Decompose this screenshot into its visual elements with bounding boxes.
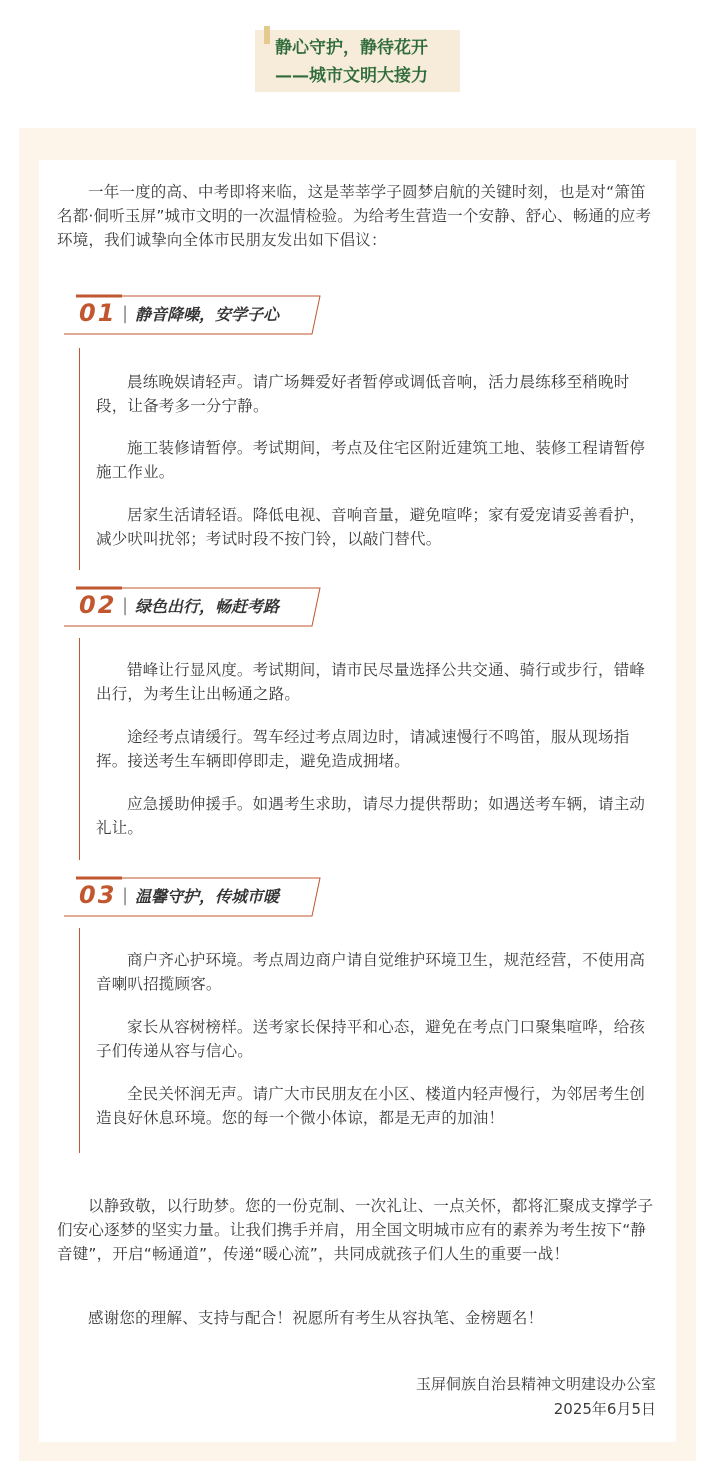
section-01-paragraph-2: 施工装修请暂停。考试期间，考点及住宅区附近建筑工地、装修工程请暂停施工作业。 — [96, 439, 646, 481]
section-02-paragraph-1: 错峰让行显风度。考试期间，请市民尽量选择公共交通、骑行或步行，错峰出行，为考生让出畅通之路。 — [96, 661, 646, 703]
section-02-paragraph-3: 应急援助伸援手。如遇考生求助，请尽力提供帮助；如遇送考车辆，请主动礼让。 — [96, 795, 646, 837]
section-separator: | — [122, 303, 129, 324]
section-number: 01 — [79, 299, 117, 327]
section-rule-02 — [79, 638, 80, 860]
section-03-paragraph-1: 商户齐心护环境。考点周边商户请自觉维护环境卫生，规范经营，不使用高音喇叭招揽顾客。 — [96, 951, 646, 993]
intro-paragraph: 一年一度的高、中考即将来临，这是莘莘学子圆梦启航的关键时刻，也是对“箫笛名都·侗听玉屏”城市文明的一次温情检验。为给考生营造一个安静、舒心、畅通的应考环境，我们诚挚向全体市民朋友发出如下倡议： — [57, 183, 652, 249]
section-rule-03 — [79, 928, 80, 1153]
section-badge-03 — [62, 876, 322, 916]
section-03-paragraph-2: 家长从容树榜样。送考家长保持平和心态，避免在考点门口聚集喧哗，给孩子们传递从容与信心。 — [96, 1018, 646, 1060]
signature-organization: 玉屏侗族自治县精神文明建设办公室 — [415, 1375, 656, 1393]
section-03-paragraph-3: 全民关怀润无声。请广大市民朋友在小区、楼道内轻声慢行，为邻居考生创造良好休息环境。您的每一个微小体谅，都是无声的加油！ — [96, 1085, 646, 1127]
section-title: 绿色出行，畅赶考路 — [135, 597, 280, 616]
section-title: 静音降噪，安学子心 — [135, 305, 280, 324]
section-number: 03 — [79, 881, 117, 909]
section-01-paragraph-1: 晨练晚娱请轻声。请广场舞爱好者暂停或调低音响，活力晨练移至稍晚时段，让备考多一分宁静。 — [96, 373, 630, 415]
section-badge-02 — [62, 586, 322, 626]
section-title: 温馨守护，传城市暖 — [135, 887, 280, 906]
section-01-paragraph-3: 居家生活请轻语。降低电视、音响音量，避免喧哗；家有爱宠请妥善看护，减少吠叫扰邻；考试时段不按门铃，以敲门替代。 — [96, 506, 646, 548]
section-badge-01 — [62, 294, 322, 334]
section-02-paragraph-2: 途经考点请缓行。驾车经过考点周边时，请减速慢行不鸣笛，服从现场指挥。接送考生车辆即停即走，避免造成拥堵。 — [96, 728, 630, 770]
section-separator: | — [122, 595, 129, 616]
section-number: 02 — [79, 591, 117, 619]
title-line-2: ——城市文明大接力 — [275, 66, 428, 86]
title-bookmark-decoration — [264, 26, 270, 44]
section-separator: | — [122, 885, 129, 906]
signature-date: 2025年6月5日 — [553, 1400, 656, 1418]
closing-paragraph-2: 感谢您的理解、支持与配合！祝愿所有考生从容执笔、金榜题名！ — [88, 1309, 544, 1327]
section-rule-01 — [79, 348, 80, 570]
closing-paragraph-1: 以静致敬，以行助梦。您的一份克制、一次礼让、一点关怀，都将汇聚成支撑学子们安心逐梦的坚实力量。让我们携手并肩，用全国文明城市应有的素养为考生按下“静音键”，开启“畅通道”，传递“暖心流”，共同成就孩子们人生的重要一战！ — [57, 1197, 654, 1263]
title-line-1: 静心守护，静待花开 — [275, 38, 428, 58]
